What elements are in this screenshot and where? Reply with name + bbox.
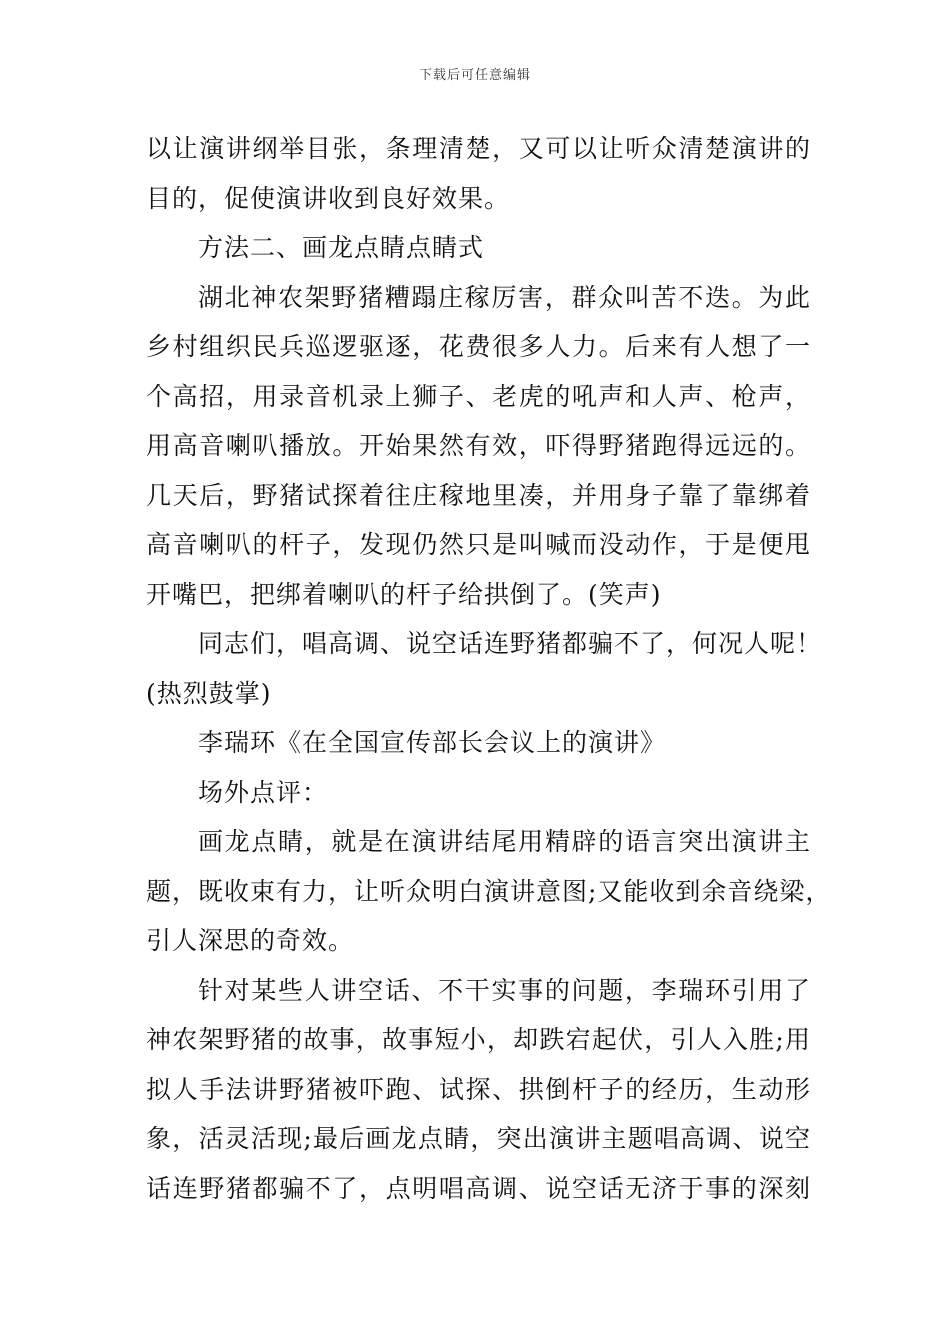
text-line-6: 个高招，用录音机录上狮子、老虎的吼声和人声、枪声， [146, 381, 811, 411]
text-line-11: 同志们，唱高调、说空话连野猪都骗不了，何况人呢！ [198, 629, 823, 658]
text-line-1: 以让演讲纲举目张，条理清楚，又可以让听众清楚演讲的 [146, 134, 811, 163]
text-line-2: 目的，促使演讲收到良好效果。 [146, 183, 511, 213]
commentary-heading: 场外点评： [198, 777, 329, 807]
text-line-15: 画龙点睛，就是在演讲结尾用精辟的语言突出演讲主 [198, 827, 811, 856]
text-line-16: 题，既收束有力，让听众明白演讲意图;又能收到余音绕梁， [146, 876, 832, 906]
text-line-8: 几天后，野猪试探着往庄稼地里凑，并用身子靠了靠绑着 [146, 480, 811, 510]
text-line-20: 拟人手法讲野猪被吓跑、试探、拱倒杆子的经历，生动形 [146, 1074, 811, 1104]
text-line-19: 神农架野猪的故事，故事短小，却跌宕起伏，引人入胜;用 [146, 1025, 811, 1054]
text-line-10: 开嘴巴，把绑着喇叭的杆子给拱倒了。(笑声) [146, 579, 662, 609]
document-body [146, 124, 832, 1213]
text-line-21: 象，活灵活现;最后画龙点睛，突出演讲主题唱高调、说空 [146, 1124, 811, 1153]
text-line-22: 话连野猪都骗不了，点明唱高调、说空话无济于事的深刻 [146, 1173, 811, 1203]
text-line-18: 针对某些人讲空话、不干实事的问题，李瑞环引用了 [198, 975, 811, 1005]
text-line-7: 用高音喇叭播放。开始果然有效，吓得野猪跑得远远的。 [146, 431, 811, 460]
text-line-17: 引人深思的奇效。 [146, 926, 355, 955]
text-line-12: (热烈鼓掌) [146, 678, 272, 708]
section-heading: 方法二、画龙点睛点睛式 [198, 233, 485, 262]
text-line-4: 湖北神农架野猪糟蹋庄稼厉害，群众叫苦不迭。为此 [198, 282, 811, 312]
page-header: 下载后可任意编辑 [418, 68, 531, 83]
text-line-9: 高音喇叭的杆子，发现仍然只是叫喊而没动作，于是便甩 [146, 530, 811, 559]
speech-source: 李瑞环《在全国宣传部长会议上的演讲》 [198, 728, 667, 757]
text-line-5: 乡村组织民兵巡逻驱逐，花费很多人力。后来有人想了一 [146, 332, 811, 361]
